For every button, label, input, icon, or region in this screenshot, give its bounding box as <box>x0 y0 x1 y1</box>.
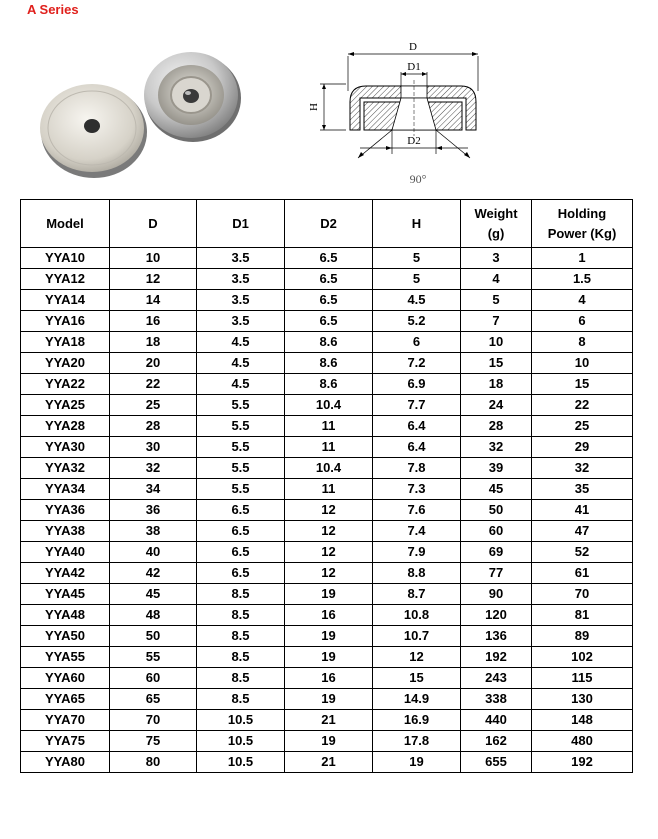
cell-d2: 16 <box>285 668 373 689</box>
cell-holding-power: 22 <box>532 395 633 416</box>
cell-weight: 39 <box>461 458 532 479</box>
cell-d1: 4.5 <box>197 374 285 395</box>
header-weight-line1: Weight <box>474 205 518 221</box>
cell-d1: 8.5 <box>197 605 285 626</box>
table-row <box>21 416 633 437</box>
cell-d2: 11 <box>285 416 373 437</box>
cell-holding-power: 47 <box>532 521 633 542</box>
cell-model: YYA16 <box>21 311 110 332</box>
cell-d: 70 <box>110 710 197 731</box>
cell-d1: 3.5 <box>197 248 285 269</box>
cell-weight: 136 <box>461 626 532 647</box>
cell-d2: 8.6 <box>285 332 373 353</box>
series-title: A Series <box>27 2 79 17</box>
spec-table-body <box>21 248 633 773</box>
table-row <box>21 689 633 710</box>
cell-d2: 19 <box>285 731 373 752</box>
magnet-back-view <box>144 52 241 142</box>
header-d1: D1 <box>197 200 285 248</box>
cell-d2: 10.4 <box>285 458 373 479</box>
table-row <box>21 626 633 647</box>
header-h: H <box>373 200 461 248</box>
table-row <box>21 395 633 416</box>
table-row <box>21 311 633 332</box>
table-row <box>21 584 633 605</box>
cell-d: 36 <box>110 500 197 521</box>
table-row <box>21 353 633 374</box>
table-row <box>21 542 633 563</box>
cell-d2: 21 <box>285 710 373 731</box>
cell-holding-power: 1 <box>532 248 633 269</box>
cell-weight: 60 <box>461 521 532 542</box>
magnet-product-photo <box>28 40 258 190</box>
cell-d2: 12 <box>285 542 373 563</box>
table-row <box>21 437 633 458</box>
table-row <box>21 248 633 269</box>
cell-weight: 18 <box>461 374 532 395</box>
cup-body <box>350 80 476 136</box>
cell-weight: 32 <box>461 437 532 458</box>
cell-d1: 6.5 <box>197 500 285 521</box>
cell-h: 7.3 <box>373 479 461 500</box>
table-row <box>21 563 633 584</box>
cell-d1: 8.5 <box>197 647 285 668</box>
cell-d1: 6.5 <box>197 542 285 563</box>
cell-h: 8.7 <box>373 584 461 605</box>
label-d2: D2 <box>407 135 421 147</box>
cell-d2: 11 <box>285 479 373 500</box>
cell-h: 7.9 <box>373 542 461 563</box>
cell-holding-power: 29 <box>532 437 633 458</box>
cell-d2: 19 <box>285 647 373 668</box>
cell-d1: 4.5 <box>197 332 285 353</box>
cell-model: YYA80 <box>21 752 110 773</box>
cell-holding-power: 52 <box>532 542 633 563</box>
cell-model: YYA48 <box>21 605 110 626</box>
cell-d2: 6.5 <box>285 290 373 311</box>
dimension-h <box>308 84 346 130</box>
cell-holding-power: 10 <box>532 353 633 374</box>
cell-d: 12 <box>110 269 197 290</box>
cell-weight: 4 <box>461 269 532 290</box>
dimension-d2 <box>358 130 470 158</box>
cell-holding-power: 35 <box>532 479 633 500</box>
header-model: Model <box>21 200 110 248</box>
label-d: D <box>409 41 417 53</box>
cell-h: 5.2 <box>373 311 461 332</box>
cell-h: 7.8 <box>373 458 461 479</box>
cell-holding-power: 15 <box>532 374 633 395</box>
cell-holding-power: 81 <box>532 605 633 626</box>
cell-d1: 6.5 <box>197 563 285 584</box>
cell-holding-power: 70 <box>532 584 633 605</box>
cell-model: YYA60 <box>21 668 110 689</box>
cell-h: 5 <box>373 248 461 269</box>
cell-model: YYA32 <box>21 458 110 479</box>
cell-d2: 12 <box>285 500 373 521</box>
cell-model: YYA25 <box>21 395 110 416</box>
label-d1: D1 <box>407 61 421 73</box>
cell-model: YYA34 <box>21 479 110 500</box>
header-d2: D2 <box>285 200 373 248</box>
label-h: H <box>308 103 320 111</box>
cell-d: 16 <box>110 311 197 332</box>
cell-d1: 8.5 <box>197 668 285 689</box>
spec-table <box>20 199 633 773</box>
cell-d2: 19 <box>285 689 373 710</box>
cell-h: 8.8 <box>373 563 461 584</box>
cell-d2: 12 <box>285 521 373 542</box>
cell-holding-power: 130 <box>532 689 633 710</box>
cell-model: YYA30 <box>21 437 110 458</box>
cell-holding-power: 1.5 <box>532 269 633 290</box>
cell-weight: 77 <box>461 563 532 584</box>
cell-model: YYA55 <box>21 647 110 668</box>
header-holding-power <box>532 200 633 248</box>
cell-d2: 6.5 <box>285 269 373 290</box>
cell-h: 7.4 <box>373 521 461 542</box>
cell-weight: 5 <box>461 290 532 311</box>
cell-d: 42 <box>110 563 197 584</box>
cell-weight: 655 <box>461 752 532 773</box>
header-power-line1: Holding <box>557 205 607 221</box>
cell-weight: 243 <box>461 668 532 689</box>
cell-weight: 120 <box>461 605 532 626</box>
cell-model: YYA28 <box>21 416 110 437</box>
header-d: D <box>110 200 197 248</box>
cell-model: YYA45 <box>21 584 110 605</box>
cell-d: 10 <box>110 248 197 269</box>
cell-weight: 10 <box>461 332 532 353</box>
cell-weight: 3 <box>461 248 532 269</box>
cell-d2: 10.4 <box>285 395 373 416</box>
table-row <box>21 605 633 626</box>
label-angle: 90° <box>409 172 427 186</box>
cell-model: YYA36 <box>21 500 110 521</box>
table-header-row <box>21 200 633 248</box>
cell-d: 45 <box>110 584 197 605</box>
table-row <box>21 752 633 773</box>
cell-d2: 21 <box>285 752 373 773</box>
header-power-line2: Power (Kg) <box>547 225 617 241</box>
table-row <box>21 647 633 668</box>
cell-d1: 5.5 <box>197 458 285 479</box>
cell-model: YYA75 <box>21 731 110 752</box>
cell-d: 48 <box>110 605 197 626</box>
cell-d: 14 <box>110 290 197 311</box>
cell-d: 38 <box>110 521 197 542</box>
header-weight-line2: (g) <box>487 225 505 241</box>
cell-weight: 24 <box>461 395 532 416</box>
cell-d: 28 <box>110 416 197 437</box>
cell-model: YYA70 <box>21 710 110 731</box>
cell-holding-power: 25 <box>532 416 633 437</box>
cell-d: 22 <box>110 374 197 395</box>
table-row <box>21 479 633 500</box>
cell-h: 10.7 <box>373 626 461 647</box>
cell-d2: 6.5 <box>285 248 373 269</box>
cell-d1: 4.5 <box>197 353 285 374</box>
cell-holding-power: 8 <box>532 332 633 353</box>
cell-h: 7.7 <box>373 395 461 416</box>
cell-weight: 338 <box>461 689 532 710</box>
cell-h: 4.5 <box>373 290 461 311</box>
cell-d: 75 <box>110 731 197 752</box>
cell-d: 50 <box>110 626 197 647</box>
cell-h: 12 <box>373 647 461 668</box>
table-row <box>21 332 633 353</box>
cell-holding-power: 4 <box>532 290 633 311</box>
cell-d1: 3.5 <box>197 290 285 311</box>
cell-weight: 192 <box>461 647 532 668</box>
cell-holding-power: 102 <box>532 647 633 668</box>
cell-holding-power: 480 <box>532 731 633 752</box>
cell-d1: 5.5 <box>197 437 285 458</box>
cell-d: 20 <box>110 353 197 374</box>
table-row <box>21 731 633 752</box>
cell-h: 6 <box>373 332 461 353</box>
cell-d1: 3.5 <box>197 311 285 332</box>
cell-h: 5 <box>373 269 461 290</box>
cell-h: 6.9 <box>373 374 461 395</box>
cell-d: 40 <box>110 542 197 563</box>
cell-d: 55 <box>110 647 197 668</box>
cell-model: YYA18 <box>21 332 110 353</box>
table-row <box>21 458 633 479</box>
cell-d: 60 <box>110 668 197 689</box>
cell-h: 16.9 <box>373 710 461 731</box>
cell-model: YYA22 <box>21 374 110 395</box>
cell-d1: 5.5 <box>197 416 285 437</box>
cell-weight: 162 <box>461 731 532 752</box>
cell-holding-power: 41 <box>532 500 633 521</box>
cell-weight: 45 <box>461 479 532 500</box>
cell-holding-power: 192 <box>532 752 633 773</box>
cell-d1: 3.5 <box>197 269 285 290</box>
cell-d2: 6.5 <box>285 311 373 332</box>
cell-weight: 90 <box>461 584 532 605</box>
cell-holding-power: 61 <box>532 563 633 584</box>
header-weight <box>461 200 532 248</box>
cell-d: 18 <box>110 332 197 353</box>
cell-holding-power: 32 <box>532 458 633 479</box>
cell-model: YYA20 <box>21 353 110 374</box>
cell-model: YYA65 <box>21 689 110 710</box>
cell-weight: 28 <box>461 416 532 437</box>
cell-h: 17.8 <box>373 731 461 752</box>
table-row <box>21 374 633 395</box>
cell-d2: 8.6 <box>285 374 373 395</box>
cell-holding-power: 6 <box>532 311 633 332</box>
table-row <box>21 290 633 311</box>
cell-d: 65 <box>110 689 197 710</box>
cell-model: YYA42 <box>21 563 110 584</box>
cell-d1: 10.5 <box>197 752 285 773</box>
cell-d2: 12 <box>285 563 373 584</box>
table-row <box>21 269 633 290</box>
cell-d1: 8.5 <box>197 626 285 647</box>
cell-d1: 6.5 <box>197 521 285 542</box>
cell-weight: 7 <box>461 311 532 332</box>
cell-d: 30 <box>110 437 197 458</box>
cell-d1: 8.5 <box>197 584 285 605</box>
cell-h: 10.8 <box>373 605 461 626</box>
cell-d2: 16 <box>285 605 373 626</box>
cell-d1: 5.5 <box>197 395 285 416</box>
cell-d: 34 <box>110 479 197 500</box>
cell-d1: 10.5 <box>197 731 285 752</box>
cell-h: 6.4 <box>373 437 461 458</box>
cell-holding-power: 89 <box>532 626 633 647</box>
cell-holding-power: 148 <box>532 710 633 731</box>
cell-h: 19 <box>373 752 461 773</box>
cell-model: YYA14 <box>21 290 110 311</box>
cross-section-diagram <box>298 36 508 196</box>
cell-model: YYA12 <box>21 269 110 290</box>
cell-model: YYA38 <box>21 521 110 542</box>
cell-weight: 440 <box>461 710 532 731</box>
cell-model: YYA50 <box>21 626 110 647</box>
cell-weight: 69 <box>461 542 532 563</box>
cell-weight: 50 <box>461 500 532 521</box>
cell-h: 7.6 <box>373 500 461 521</box>
magnet-front-view <box>40 84 147 178</box>
cell-d1: 10.5 <box>197 710 285 731</box>
cell-d2: 8.6 <box>285 353 373 374</box>
cell-d: 80 <box>110 752 197 773</box>
cell-model: YYA10 <box>21 248 110 269</box>
cell-d: 32 <box>110 458 197 479</box>
table-row <box>21 500 633 521</box>
cell-holding-power: 115 <box>532 668 633 689</box>
cell-h: 15 <box>373 668 461 689</box>
cell-model: YYA40 <box>21 542 110 563</box>
cell-d2: 19 <box>285 584 373 605</box>
cell-d1: 5.5 <box>197 479 285 500</box>
cell-weight: 15 <box>461 353 532 374</box>
cell-d: 25 <box>110 395 197 416</box>
cell-d2: 11 <box>285 437 373 458</box>
cell-d1: 8.5 <box>197 689 285 710</box>
cell-d2: 19 <box>285 626 373 647</box>
table-row <box>21 668 633 689</box>
cell-h: 6.4 <box>373 416 461 437</box>
table-row <box>21 521 633 542</box>
table-row <box>21 710 633 731</box>
cell-h: 14.9 <box>373 689 461 710</box>
cell-h: 7.2 <box>373 353 461 374</box>
